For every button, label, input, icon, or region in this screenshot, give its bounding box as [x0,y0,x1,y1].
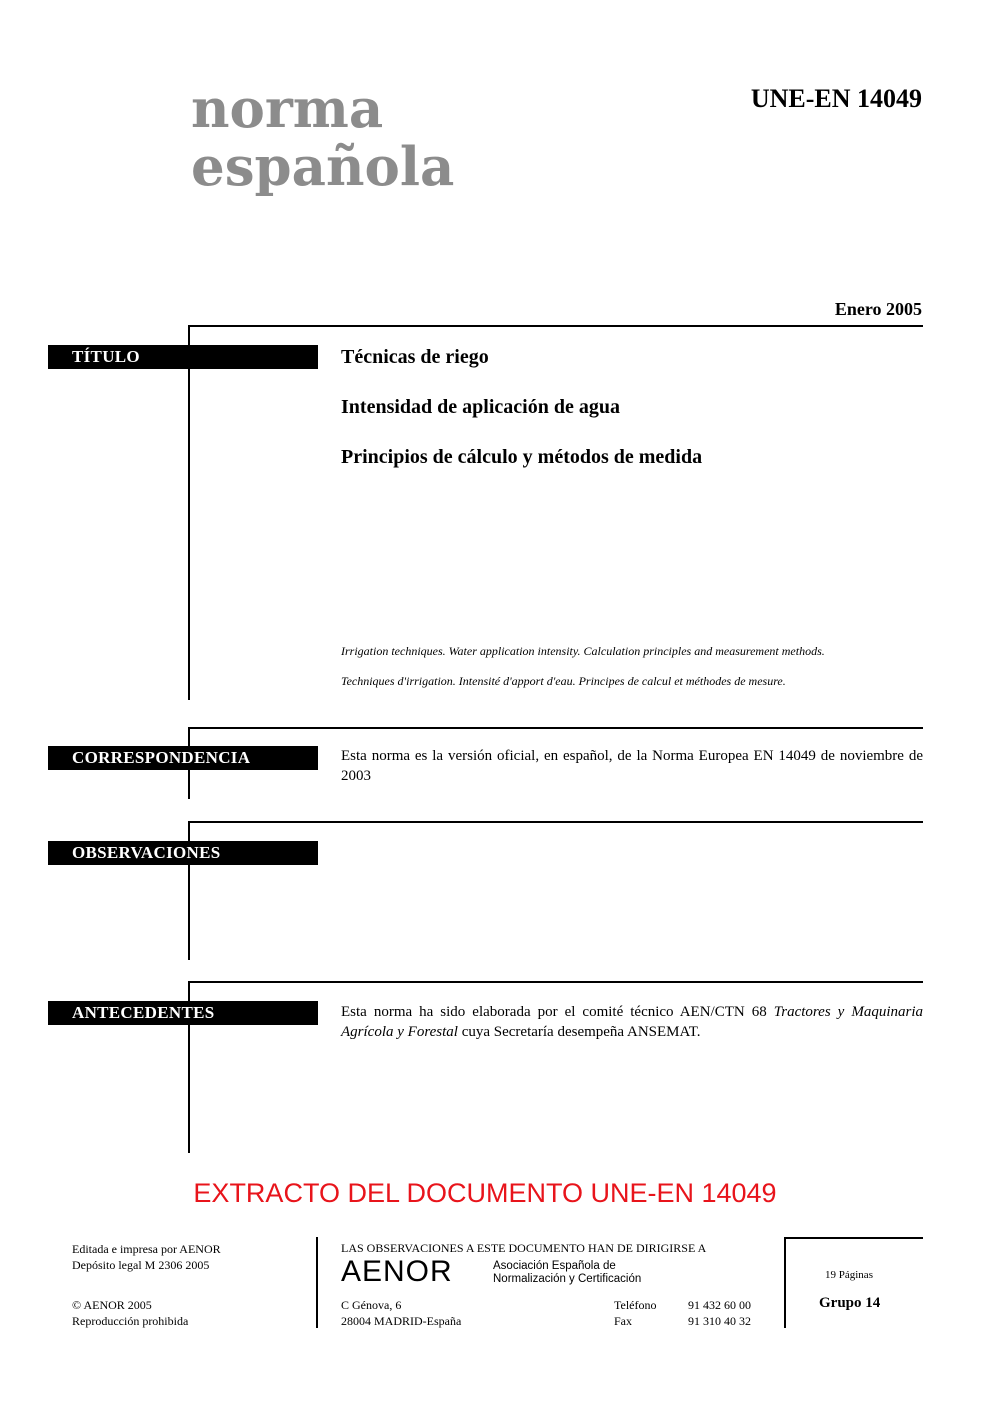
antecedentes-text-start: Esta norma ha sido elaborada por el comité técnico AEN/CTN 68 [341,1004,774,1020]
title-line-3: Principios de cálculo y métodos de medida [341,446,703,468]
observaciones-label: OBSERVACIONES [48,841,318,865]
footer-divider-left [316,1237,318,1328]
brand-line-2: española [191,136,455,198]
contact-labels [614,1297,656,1329]
titulo-top-rule [189,325,923,327]
org-name-line-2: Normalización y Certificación [493,1273,642,1285]
correspondencia-text: Esta norma es la versión oficial, en español, de la Norma Europea EN 14049 de noviembre de 2003 [341,748,923,784]
brand-line-1: norma [191,78,384,140]
standard-code: UNE-EN 14049 [750,84,922,113]
copyright: © AENOR 2005 [72,1298,152,1312]
footer-copyright [72,1297,188,1329]
antecedentes-text-end: cuya Secretaría desempeña ANSEMAT. [457,1024,701,1040]
extract-banner: EXTRACTO DEL DOCUMENTO UNE-EN 14049 [193,1178,777,1208]
antecedentes-text [341,1002,923,1042]
page-count: 19 Páginas [825,1269,873,1281]
fax-number: 91 310 40 32 [688,1314,751,1328]
titulo-side-rule [188,325,190,700]
title-line-1: Técnicas de riego [341,346,489,368]
english-title: Irrigation techniques. Water application intensity. Calculation principles and measurement methods. [341,644,825,658]
footer-box-top-rule [784,1237,923,1239]
reproduction-notice: Reproducción prohibida [72,1314,189,1328]
edited-by: Editada e impresa por AENOR [72,1242,221,1256]
address-city: 28004 MADRID-España [341,1314,462,1328]
phone-label: Teléfono [614,1298,657,1312]
phone-number: 91 432 60 00 [688,1298,751,1312]
correspondencia-label: CORRESPONDENCIA [48,746,318,770]
observaciones-top-rule [189,821,923,823]
footer-edition [72,1241,221,1273]
french-title: Techniques d'irrigation. Intensité d'apport d'eau. Principes de calcul et méthodes de mesure. [341,674,786,688]
address-street: C Génova, 6 [341,1298,402,1312]
antecedentes-label: ANTECEDENTES [48,1001,318,1025]
legal-deposit: Depósito legal M 2306 2005 [72,1258,210,1272]
fax-label: Fax [614,1314,632,1328]
titulo-label: TÍTULO [48,345,318,369]
aenor-full-name [493,1260,641,1286]
publication-date: Enero 2005 [834,299,922,319]
contact-numbers [688,1297,751,1329]
org-name-line-1: Asociación Española de [493,1260,616,1272]
brand-title [191,80,454,196]
footer-divider-right [784,1237,786,1328]
postal-address [341,1297,461,1329]
correspondencia-top-rule [189,727,923,729]
observations-note: LAS OBSERVACIONES A ESTE DOCUMENTO HAN DE DIRIGIRSE A [341,1241,707,1255]
antecedentes-top-rule [189,981,923,983]
group-number: Grupo 14 [819,1295,881,1311]
committee-name: Tractores y Maquinaria Agrícola y Forestal [341,1004,923,1040]
title-line-2: Intensidad de aplicación de agua [341,396,620,418]
aenor-logo: AENOR [341,1255,453,1288]
